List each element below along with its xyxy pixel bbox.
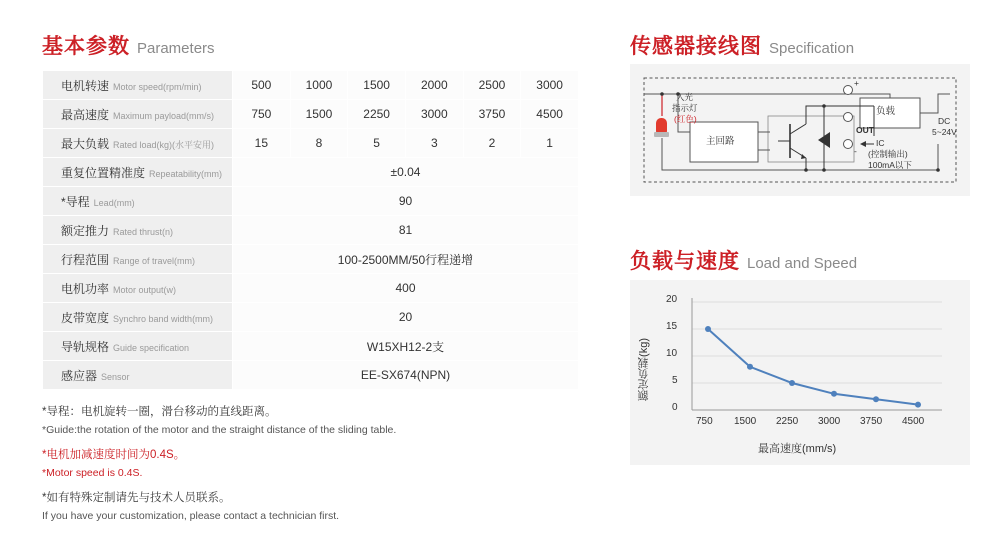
row-label-en: Repeatability(mm)	[149, 168, 223, 179]
parameters-table	[42, 70, 579, 390]
row-label-en: Guide specification	[113, 342, 190, 353]
row-label-en: Range of travel(mm)	[113, 255, 196, 266]
row-label	[43, 216, 233, 245]
table-row	[43, 245, 579, 274]
table-row	[43, 187, 579, 216]
footnote-line: *Guide:the rotation of the motor and the straight distance of the sliding table.	[42, 423, 397, 436]
label-voltage: 5~24V	[932, 127, 957, 137]
row-label-en: Sensor	[101, 371, 130, 382]
row-label	[43, 129, 233, 158]
label-load: 负载	[876, 106, 896, 117]
row-label	[43, 187, 233, 216]
indicator-lamp-icon	[656, 118, 667, 133]
label-out: OUT	[856, 125, 874, 135]
table-cell: 5	[348, 129, 406, 158]
row-label-en: Rated load(kg)(水平安用)	[113, 139, 215, 150]
table-cell: 1000	[290, 71, 348, 100]
data-series-line	[708, 329, 918, 405]
footnotes	[42, 404, 582, 524]
label-ic: IC	[876, 138, 885, 148]
section-title-parameters	[42, 30, 215, 60]
row-label	[43, 158, 233, 187]
table-cell: 2	[463, 129, 521, 158]
row-label-cn: 最大负载	[61, 136, 110, 151]
table-row	[43, 158, 579, 187]
table-cell: 1	[521, 129, 579, 158]
table-cell: 3750	[463, 100, 521, 129]
x-tick-label: 3000	[818, 416, 841, 427]
table-cell: 1500	[348, 71, 406, 100]
y-tick-label: 0	[672, 402, 678, 413]
y-tick-label: 10	[666, 348, 678, 359]
row-label	[43, 361, 233, 390]
section-title-parameters-en: Parameters	[137, 40, 215, 57]
table-row	[43, 361, 579, 390]
row-label-cn: 电机转速	[61, 78, 110, 93]
sensor-wiring-diagram	[630, 64, 970, 196]
footnote-line: *导程：电机旋转一圈，滑台移动的直线距离。	[42, 406, 277, 418]
x-tick-label: 3750	[860, 416, 883, 427]
table-cell: ±0.04	[233, 158, 579, 187]
row-label	[43, 274, 233, 303]
row-label-cn: 额定推力	[61, 223, 110, 238]
table-cell: 2250	[348, 100, 406, 129]
x-tick-label: 2250	[776, 416, 799, 427]
row-label-en: Rated thrust(n)	[113, 226, 174, 237]
row-label-cn: 最高速度	[61, 107, 110, 122]
footnote-line: If you have your customization, please contact a technician first.	[42, 509, 340, 522]
section-title-load-speed-cn: 负载与速度	[630, 250, 740, 273]
label-current: 100mA以下	[868, 160, 912, 170]
y-tick-label: 15	[666, 321, 678, 332]
spacer	[42, 481, 582, 490]
row-label-cn: 重复位置精准度	[61, 165, 146, 180]
table-row	[43, 216, 579, 245]
table-cell: 3000	[521, 71, 579, 100]
y-axis-title: 额定负载(kg)	[638, 338, 650, 401]
table-cell: 1500	[290, 100, 348, 129]
row-label	[43, 245, 233, 274]
table-row	[43, 100, 579, 129]
table-cell: 400	[233, 274, 579, 303]
x-tick-label: 4500	[902, 416, 925, 427]
row-label-en: Synchro band width(mm)	[113, 313, 214, 324]
table-cell: 81	[233, 216, 579, 245]
row-label	[43, 71, 233, 100]
row-label-en: Maximum payload(mm/s)	[113, 110, 215, 121]
table-cell: W15XH12-2支	[233, 332, 579, 361]
row-label-en: Motor speed(rpm/min)	[113, 81, 202, 92]
row-label	[43, 303, 233, 332]
row-label	[43, 332, 233, 361]
x-tick-label: 1500	[734, 416, 757, 427]
section-title-load-speed	[630, 245, 857, 275]
table-cell: 750	[233, 100, 291, 129]
footnote-line: *电机加减速度时间为0.4S。	[42, 449, 186, 462]
table-cell: 90	[233, 187, 579, 216]
table-cell: 8	[290, 129, 348, 158]
label-main-circuit: 主回路	[706, 136, 735, 147]
wiring-schematic-svg	[638, 72, 962, 188]
section-title-load-speed-en: Load and Speed	[747, 255, 858, 272]
table-row	[43, 129, 579, 158]
label-in-light-color: (红色)	[674, 114, 697, 124]
table-cell: 2500	[463, 71, 521, 100]
row-label-cn: 皮带宽度	[61, 310, 110, 325]
chart-svg	[630, 280, 970, 465]
row-label	[43, 100, 233, 129]
section-title-parameters-cn: 基本参数	[42, 35, 130, 58]
diagram-inner	[638, 72, 962, 188]
table-row	[43, 71, 579, 100]
load-speed-chart	[630, 280, 970, 465]
row-label-en: Lead(mm)	[93, 197, 135, 208]
table-row	[43, 274, 579, 303]
table-cell: 15	[233, 129, 291, 158]
table-row	[43, 332, 579, 361]
x-tick-label: 750	[696, 416, 713, 427]
table-cell: 20	[233, 303, 579, 332]
row-label-cn: *导程	[61, 194, 90, 209]
row-label-cn: 感应器	[61, 368, 98, 383]
section-title-specification-en: Specification	[769, 40, 855, 57]
x-axis-title: 最高速度(mm/s)	[758, 443, 837, 455]
footnote-line: *如有特殊定制请先与技术人员联系。	[42, 492, 231, 505]
table-cell: EE-SX674(NPN)	[233, 361, 579, 390]
row-label-cn: 行程范围	[61, 252, 110, 267]
table-cell: 4500	[521, 100, 579, 129]
table-cell: 100-2500MM/50行程递增	[233, 245, 579, 274]
label-in-light: 入光	[676, 92, 694, 102]
row-label-cn: 电机功率	[61, 281, 110, 296]
spacer	[42, 438, 582, 447]
row-label-en: Motor output(w)	[113, 284, 177, 295]
label-control-output: (控制输出)	[868, 149, 908, 159]
table-cell: 2000	[405, 71, 463, 100]
label-dc: DC	[938, 116, 951, 126]
label-minus: -	[854, 146, 857, 156]
section-title-specification	[630, 30, 854, 60]
table-cell: 3000	[405, 100, 463, 129]
y-tick-label: 20	[666, 294, 678, 305]
section-title-specification-cn: 传感器接线图	[630, 35, 762, 58]
footnote-line: *Motor speed is 0.4S.	[42, 466, 143, 479]
label-plus: +	[854, 78, 859, 88]
table-row	[43, 303, 579, 332]
y-tick-label: 5	[672, 375, 678, 386]
table-cell: 500	[233, 71, 291, 100]
label-in-light-2: 指示灯	[672, 103, 698, 113]
data-points	[705, 326, 921, 408]
table-cell: 3	[405, 129, 463, 158]
row-label-cn: 导轨规格	[61, 339, 110, 354]
